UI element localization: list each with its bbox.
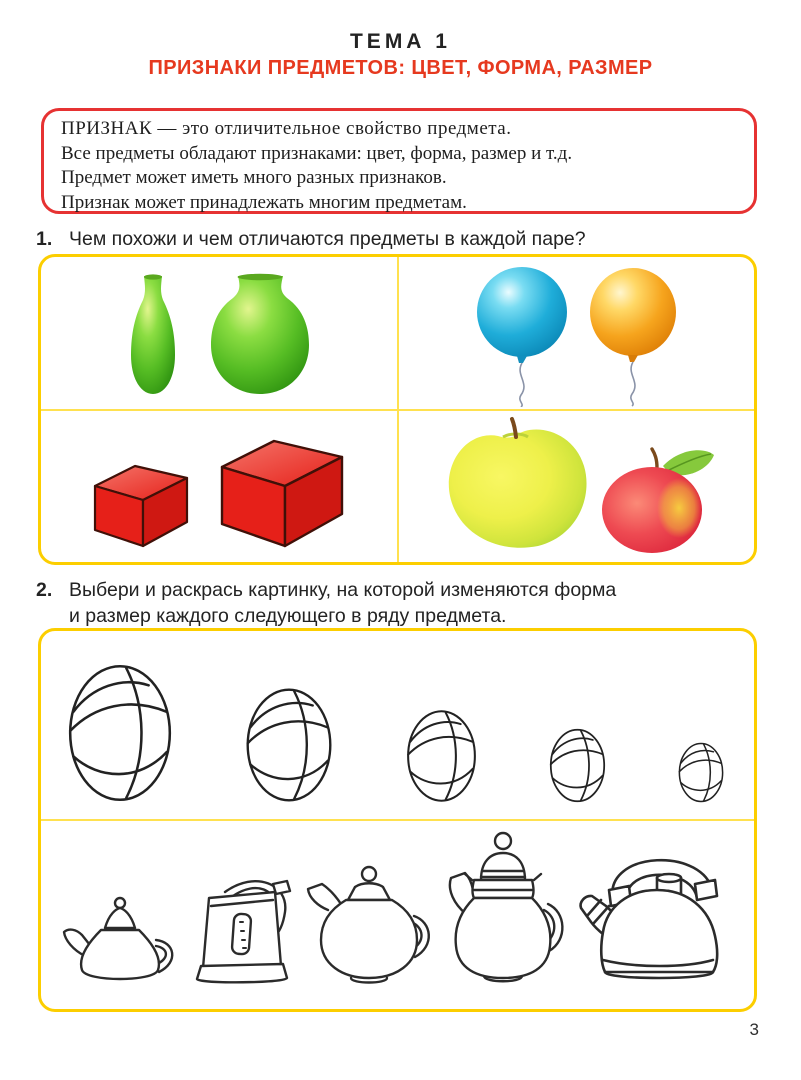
tall-green-vase-illustration bbox=[125, 272, 181, 398]
round-teapot-illustration bbox=[304, 864, 434, 986]
basketball-4-illustration bbox=[549, 728, 606, 803]
task2-box bbox=[38, 628, 757, 1012]
stovetop-kettle-illustration bbox=[573, 834, 738, 986]
task1-label bbox=[36, 228, 586, 251]
definition-line: Все предметы обладают признаками: цвет, форма, размер и т.д. bbox=[61, 142, 573, 164]
task2-text bbox=[69, 577, 616, 629]
large-yellow-apple-illustration bbox=[437, 416, 591, 554]
small-teapot-illustration bbox=[61, 894, 179, 986]
cell-apples bbox=[398, 410, 755, 563]
page-title: ТЕМА 1 bbox=[349, 30, 451, 53]
small-red-cube-illustration bbox=[91, 460, 191, 548]
page-subtitle: ПРИЗНАКИ ПРЕДМЕТОВ: ЦВЕТ, ФОРМА, РАЗМЕР bbox=[148, 57, 653, 79]
basketball-3-illustration bbox=[406, 709, 477, 803]
definition-line: ПРИЗНАК — это отличительное свойство предмета. bbox=[61, 118, 512, 139]
orange-balloon-illustration bbox=[587, 265, 679, 407]
basketball-2-illustration bbox=[245, 687, 333, 803]
basketball-1-illustration bbox=[67, 663, 173, 803]
large-red-cube-illustration bbox=[217, 434, 347, 548]
task2-number: 2. bbox=[36, 579, 53, 601]
cell-red-cubes bbox=[41, 410, 398, 563]
teapots-row bbox=[41, 820, 754, 1006]
definition-line: Предмет может иметь много разных признаков. bbox=[61, 167, 447, 188]
task2-label bbox=[36, 577, 616, 629]
task1-grid bbox=[38, 254, 757, 565]
page-number: 3 bbox=[749, 1020, 759, 1039]
round-green-vase-illustration bbox=[207, 272, 313, 398]
small-red-apple-illustration bbox=[595, 444, 715, 554]
electric-kettle-illustration bbox=[189, 868, 295, 986]
task1-text: Чем похожи и чем отличаются предметы в каждой паре? bbox=[69, 228, 586, 250]
basketballs-row bbox=[41, 634, 754, 819]
definition-box bbox=[41, 108, 757, 214]
coffee-pot-illustration bbox=[444, 828, 564, 986]
task2-text-line2: и размер каждого следующего в ряду предмета. bbox=[69, 605, 507, 627]
blue-balloon-illustration bbox=[473, 265, 571, 407]
definition-line: Признак может принадлежать многим предметам. bbox=[61, 191, 467, 213]
cell-balloons bbox=[398, 257, 755, 410]
cell-green-vases bbox=[41, 257, 398, 410]
basketball-5-illustration bbox=[678, 742, 724, 803]
task1-number: 1. bbox=[36, 228, 53, 250]
task2-text-line1: Выбери и раскрась картинку, на которой изменяются форма bbox=[69, 579, 617, 601]
